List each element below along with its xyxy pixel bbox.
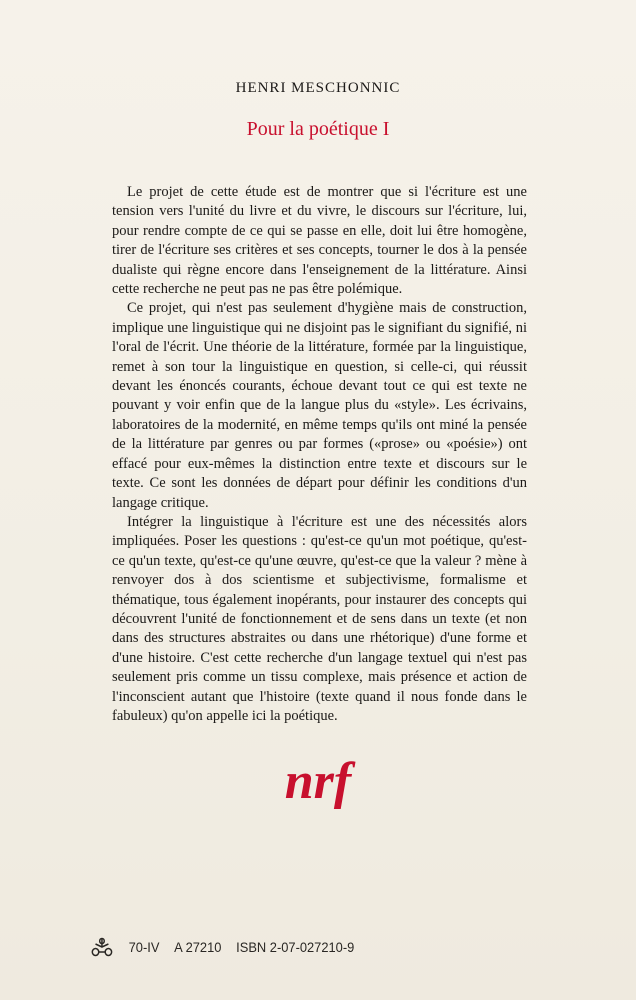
nrf-logo [0,752,636,822]
reference-number: A 27210 [174,939,222,955]
book-title: Pour la poétique I [246,118,390,140]
author-name: HENRI MESCHONNIC [235,80,401,96]
blurb-paragraph: Ce projet, qui n'est pas seulement d'hygiène mais de construction, implique une linguistique qui ne disjoint pas le signifiant du signifié, ni l'oral de l'écrit. Une théorie de la littérature, formée par la linguistique, remet à son tour la linguistique en question, si celle-ci, qui réussit devant les énoncés courants, échoue devant tout ce qui est texte ne pouvant y voir enfin que de la langue plus du «style». Les écrivains, laboratoires de la modernité, en même temps qu'ils ont miné la pensée de la littérature par genres ou par formes («prose» ou «poésie») ont effacé pour eux-mêmes la distinction entre texte et discours sur le texte. Ce sont les données de départ pour définir les conditions d'un langage critique. [112,300,527,511]
catalog-code: 70-IV [128,939,160,955]
isbn: ISBN 2-07-027210-9 [236,939,355,955]
nrf-logo-mark [263,752,373,822]
gallimard-emblem-icon [90,936,114,958]
blurb-text [112,183,527,726]
footer-codes [90,936,354,958]
nrf-logo-text: nrf [284,753,352,810]
blurb-paragraph: Le projet de cette étude est de montrer que si l'écriture est une tension vers l'unité du livre et du vivre, le discours sur l'écriture, lui, pour rendre compte de ce qui se passe en elle, doit lui être homogène, tirer de l'écriture ses critères et ses concepts, tourner le dos à la pensée dualiste qui règne encore dans l'enseignement de la littérature. Ainsi cette recherche ne peut pas ne pas être polémique. [112,184,527,298]
blurb-paragraph: Intégrer la linguistique à l'écriture est une des nécessités alors impliquées. Poser les questions : qu'est-ce qu'un mot poétique, qu'est-ce qu'un texte, qu'est-ce qu'une œuvre, qu'est-ce que la valeur ? mène à renvoyer dos à dos scientisme et subjectivisme, formalisme et thématique, tous également inopérants, pour instaurer des concepts qui découvrent l'unité de fonctionnement et de sens dans un texte (et non dans des structures abstraites ou dans une rhétorique) d'une forme et d'une histoire. C'est cette recherche d'un langage textuel qui n'est pas seulement pris comme un tissu complexe, mais présence et action de l'inconscient autant que l'histoire (texte quand il nous fonde dans le fabuleux) qu'on appelle ici la poétique. [112,513,527,724]
